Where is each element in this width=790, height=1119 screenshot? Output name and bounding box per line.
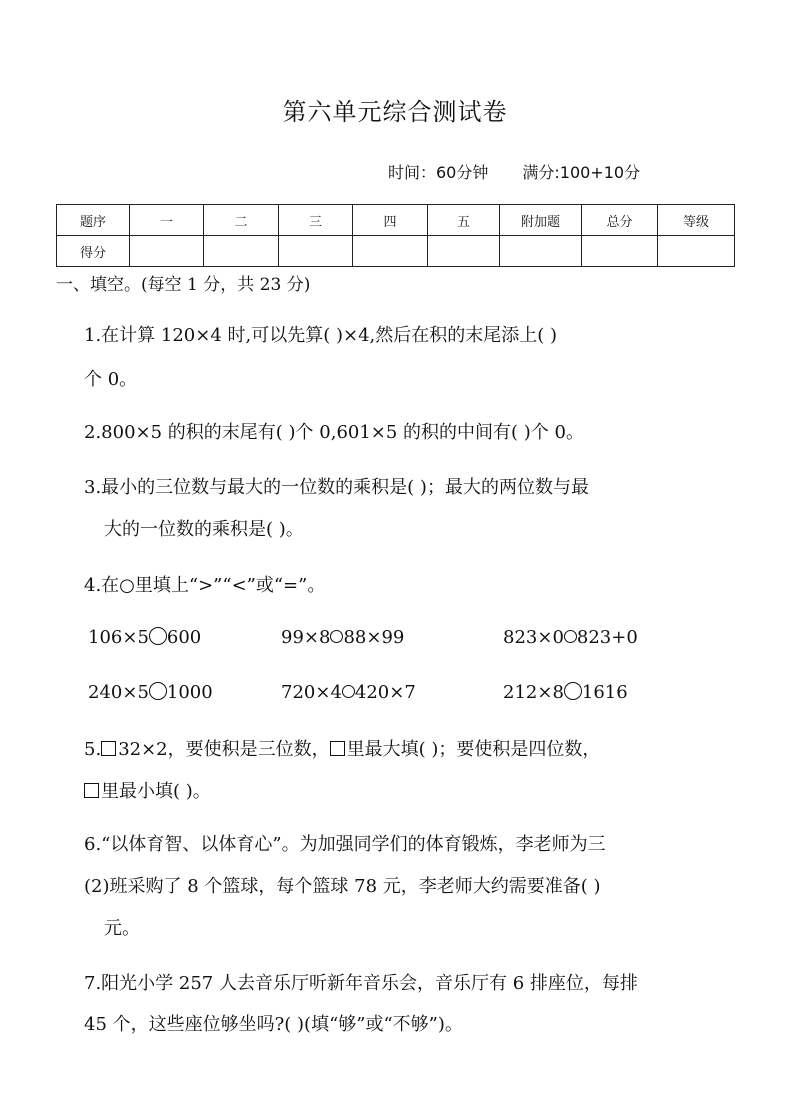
question-3-line-2: 大的一位数的乘积是( )。	[104, 519, 304, 540]
score-table-header-cell: 一	[130, 205, 204, 236]
compare-right: 1616	[581, 682, 628, 703]
score-table-header-row	[57, 205, 735, 236]
question-7-line-1: 7.阳光小学 257 人去音乐厅听新年音乐会，音乐厅有 6 排座位，每排	[84, 973, 638, 994]
exam-title: 第六单元综合测试卷	[282, 98, 508, 126]
compare-item	[88, 682, 213, 703]
score-table-header-cell: 题序	[57, 205, 130, 236]
score-cell[interactable]	[658, 236, 735, 267]
score-cell[interactable]	[130, 236, 204, 267]
score-cell[interactable]	[428, 236, 500, 267]
compare-item	[88, 627, 201, 648]
compare-circle[interactable]	[149, 627, 167, 645]
question-5-text-a: 32×2，要使积是三位数，	[118, 739, 330, 760]
question-3-line-1: 3.最小的三位数与最大的一位数的乘积是( )；最大的两位数与最	[84, 477, 589, 498]
score-table-score-row	[57, 236, 735, 267]
score-table-header-cell: 附加题	[500, 205, 582, 236]
question-6-line-2: (2)班采购了 8 个篮球，每个篮球 78 元，李老师大约需要准备( )	[84, 876, 601, 897]
question-5-number: 5.	[84, 739, 102, 760]
score-cell[interactable]	[353, 236, 428, 267]
score-table-header-cell: 二	[204, 205, 279, 236]
exam-meta	[388, 160, 640, 183]
score-cell[interactable]	[204, 236, 279, 267]
question-1-line-2: 个 0。	[84, 369, 138, 390]
question-5-line-1	[84, 737, 600, 763]
compare-left: 99×8	[281, 627, 331, 648]
digit-box[interactable]	[101, 741, 116, 756]
score-table-header-cell: 总分	[582, 205, 658, 236]
compare-item	[281, 682, 416, 703]
question-6-line-1: 6.“以体育智、以体育心”。为加强同学们的体育锻炼，李老师为三	[84, 834, 606, 855]
full-score: 满分:100+10分	[522, 163, 641, 182]
question-5-text-b: 里最大填( )；要使积是四位数，	[346, 739, 601, 760]
compare-circle[interactable]	[330, 630, 343, 643]
compare-circle[interactable]	[149, 682, 167, 700]
compare-left: 823×0	[503, 627, 564, 648]
section-1-heading: 一、填空。(每空 1 分，共 23 分)	[56, 275, 311, 295]
score-table-header-cell: 五	[428, 205, 500, 236]
compare-item	[503, 627, 638, 648]
score-table-header-cell: 等级	[658, 205, 735, 236]
score-cell[interactable]	[500, 236, 582, 267]
compare-circle[interactable]	[564, 682, 582, 700]
question-6-line-3: 元。	[104, 918, 140, 939]
digit-box[interactable]	[84, 783, 99, 798]
time-limit: 时间：60分钟	[388, 163, 489, 182]
digit-box[interactable]	[330, 741, 345, 756]
compare-left: 720×4	[281, 682, 342, 703]
compare-right: 88×99	[343, 627, 405, 648]
compare-left: 212×8	[503, 682, 564, 703]
compare-right: 823+0	[576, 627, 638, 648]
question-5-line-2	[84, 779, 211, 805]
score-table-header-cell: 三	[279, 205, 353, 236]
compare-circle[interactable]	[342, 685, 355, 698]
question-7-line-2: 45 个，这些座位够坐吗?( )(填“够”或“不够”)。	[84, 1014, 463, 1035]
compare-left: 106×5	[88, 627, 149, 648]
compare-right: 600	[166, 627, 202, 648]
score-table	[56, 204, 735, 267]
score-table-header-cell: 四	[353, 205, 428, 236]
compare-right: 1000	[166, 682, 213, 703]
compare-circle[interactable]	[564, 630, 577, 643]
question-2-line-1: 2.800×5 的积的末尾有( )个 0,601×5 的积的中间有( )个 0。	[84, 422, 584, 443]
score-cell[interactable]	[279, 236, 353, 267]
compare-right: 420×7	[354, 682, 416, 703]
score-row-label: 得分	[57, 236, 130, 267]
score-cell[interactable]	[582, 236, 658, 267]
compare-left: 240×5	[88, 682, 149, 703]
compare-item	[281, 627, 404, 648]
question-1-line-1: 1.在计算 120×4 时,可以先算( )×4,然后在积的末尾添上( )	[84, 325, 558, 346]
compare-item	[503, 682, 628, 703]
question-4-line-1: 4.在○里填上“>”“<”或“=”。	[84, 575, 326, 596]
question-5-text-c: 里最小填( )。	[101, 781, 211, 802]
